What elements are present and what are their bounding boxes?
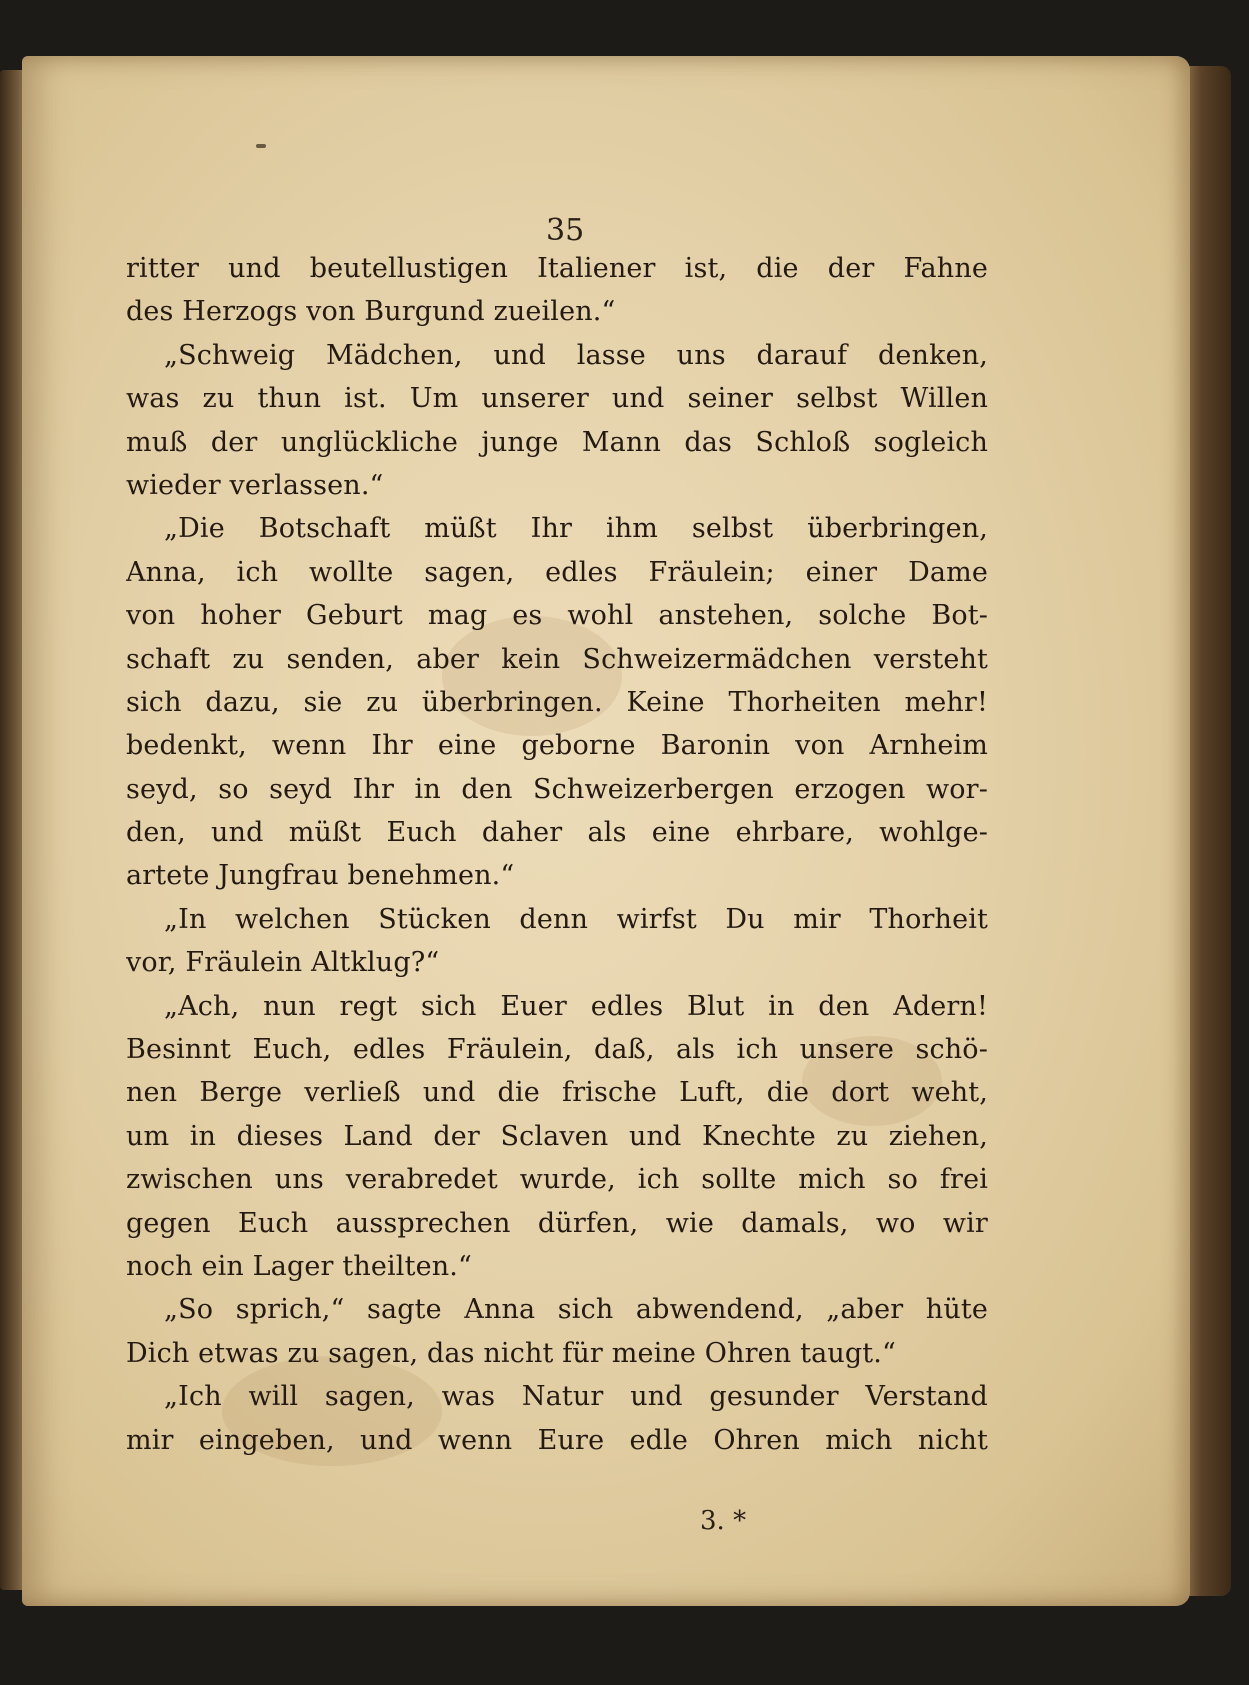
- text-line: schaft zu senden, aber kein Schweizermädchen versteht: [126, 643, 988, 675]
- text-line: Anna, ich wollte sagen, edles Fräulein; einer Dame: [126, 556, 988, 588]
- text-line: Dich etwas zu sagen, das nicht für meine Ohren taugt.“: [126, 1337, 896, 1369]
- text-block: [126, 247, 988, 1462]
- text-line: seyd, so seyd Ihr in den Schweizerbergen erzogen wor-: [126, 773, 988, 805]
- text-line: artete Jungfrau benehmen.“: [126, 860, 515, 892]
- text-line: „Ach, nun regt sich Euer edles Blut in den Adern!: [164, 990, 988, 1022]
- text-line: des Herzogs von Burgund zueilen.“: [126, 296, 616, 328]
- text-line: nen Berge verließ und die frische Luft, die dort weht,: [126, 1077, 988, 1109]
- text-line: vor, Fräulein Altklug?“: [126, 947, 440, 979]
- printer-signature-mark: 3. *: [700, 1506, 747, 1536]
- text-line: ritter und beutellustigen Italiener ist, die der Fahne: [126, 253, 988, 284]
- text-line: „In welchen Stücken denn wirfst Du mir Thorheit: [164, 903, 988, 935]
- text-line: „Schweig Mädchen, und lasse uns darauf denken,: [164, 339, 988, 371]
- text-line: mir eingeben, und wenn Eure edle Ohren mich nicht: [126, 1424, 988, 1456]
- text-line: Besinnt Euch, edles Fräulein, daß, als ich unsere schö-: [126, 1034, 988, 1066]
- text-line: was zu thun ist. Um unserer und seiner selbst Willen: [126, 383, 988, 415]
- text-line: muß der unglückliche junge Mann das Schloß sogleich: [126, 426, 988, 458]
- text-line: sich dazu, sie zu überbringen. Keine Thorheiten mehr!: [126, 686, 988, 718]
- text-line: gegen Euch aussprechen dürfen, wie damals, wo wir: [126, 1207, 988, 1239]
- page-number: 35: [546, 213, 585, 248]
- text-line: „Die Botschaft müßt Ihr ihm selbst überbringen,: [164, 513, 988, 545]
- text-line: „So sprich,“ sagte Anna sich abwendend, „aber hüte: [164, 1294, 988, 1326]
- text-line: den, und müßt Euch daher als eine ehrbare, wohlge-: [126, 817, 988, 849]
- text-line: bedenkt, wenn Ihr eine geborne Baronin von Arnheim: [126, 730, 988, 762]
- text-line: zwischen uns verabredet wurde, ich sollte mich so frei: [126, 1164, 988, 1196]
- text-line: um in dieses Land der Sclaven und Knechte zu ziehen,: [126, 1120, 988, 1152]
- text-line: noch ein Lager theilten.“: [126, 1250, 472, 1282]
- text-line: „Ich will sagen, was Natur und gesunder Verstand: [164, 1381, 988, 1413]
- ink-speck: [256, 144, 266, 148]
- text-line: von hoher Geburt mag es wohl anstehen, solche Bot-: [126, 600, 988, 632]
- text-line: wieder verlassen.“: [126, 469, 384, 501]
